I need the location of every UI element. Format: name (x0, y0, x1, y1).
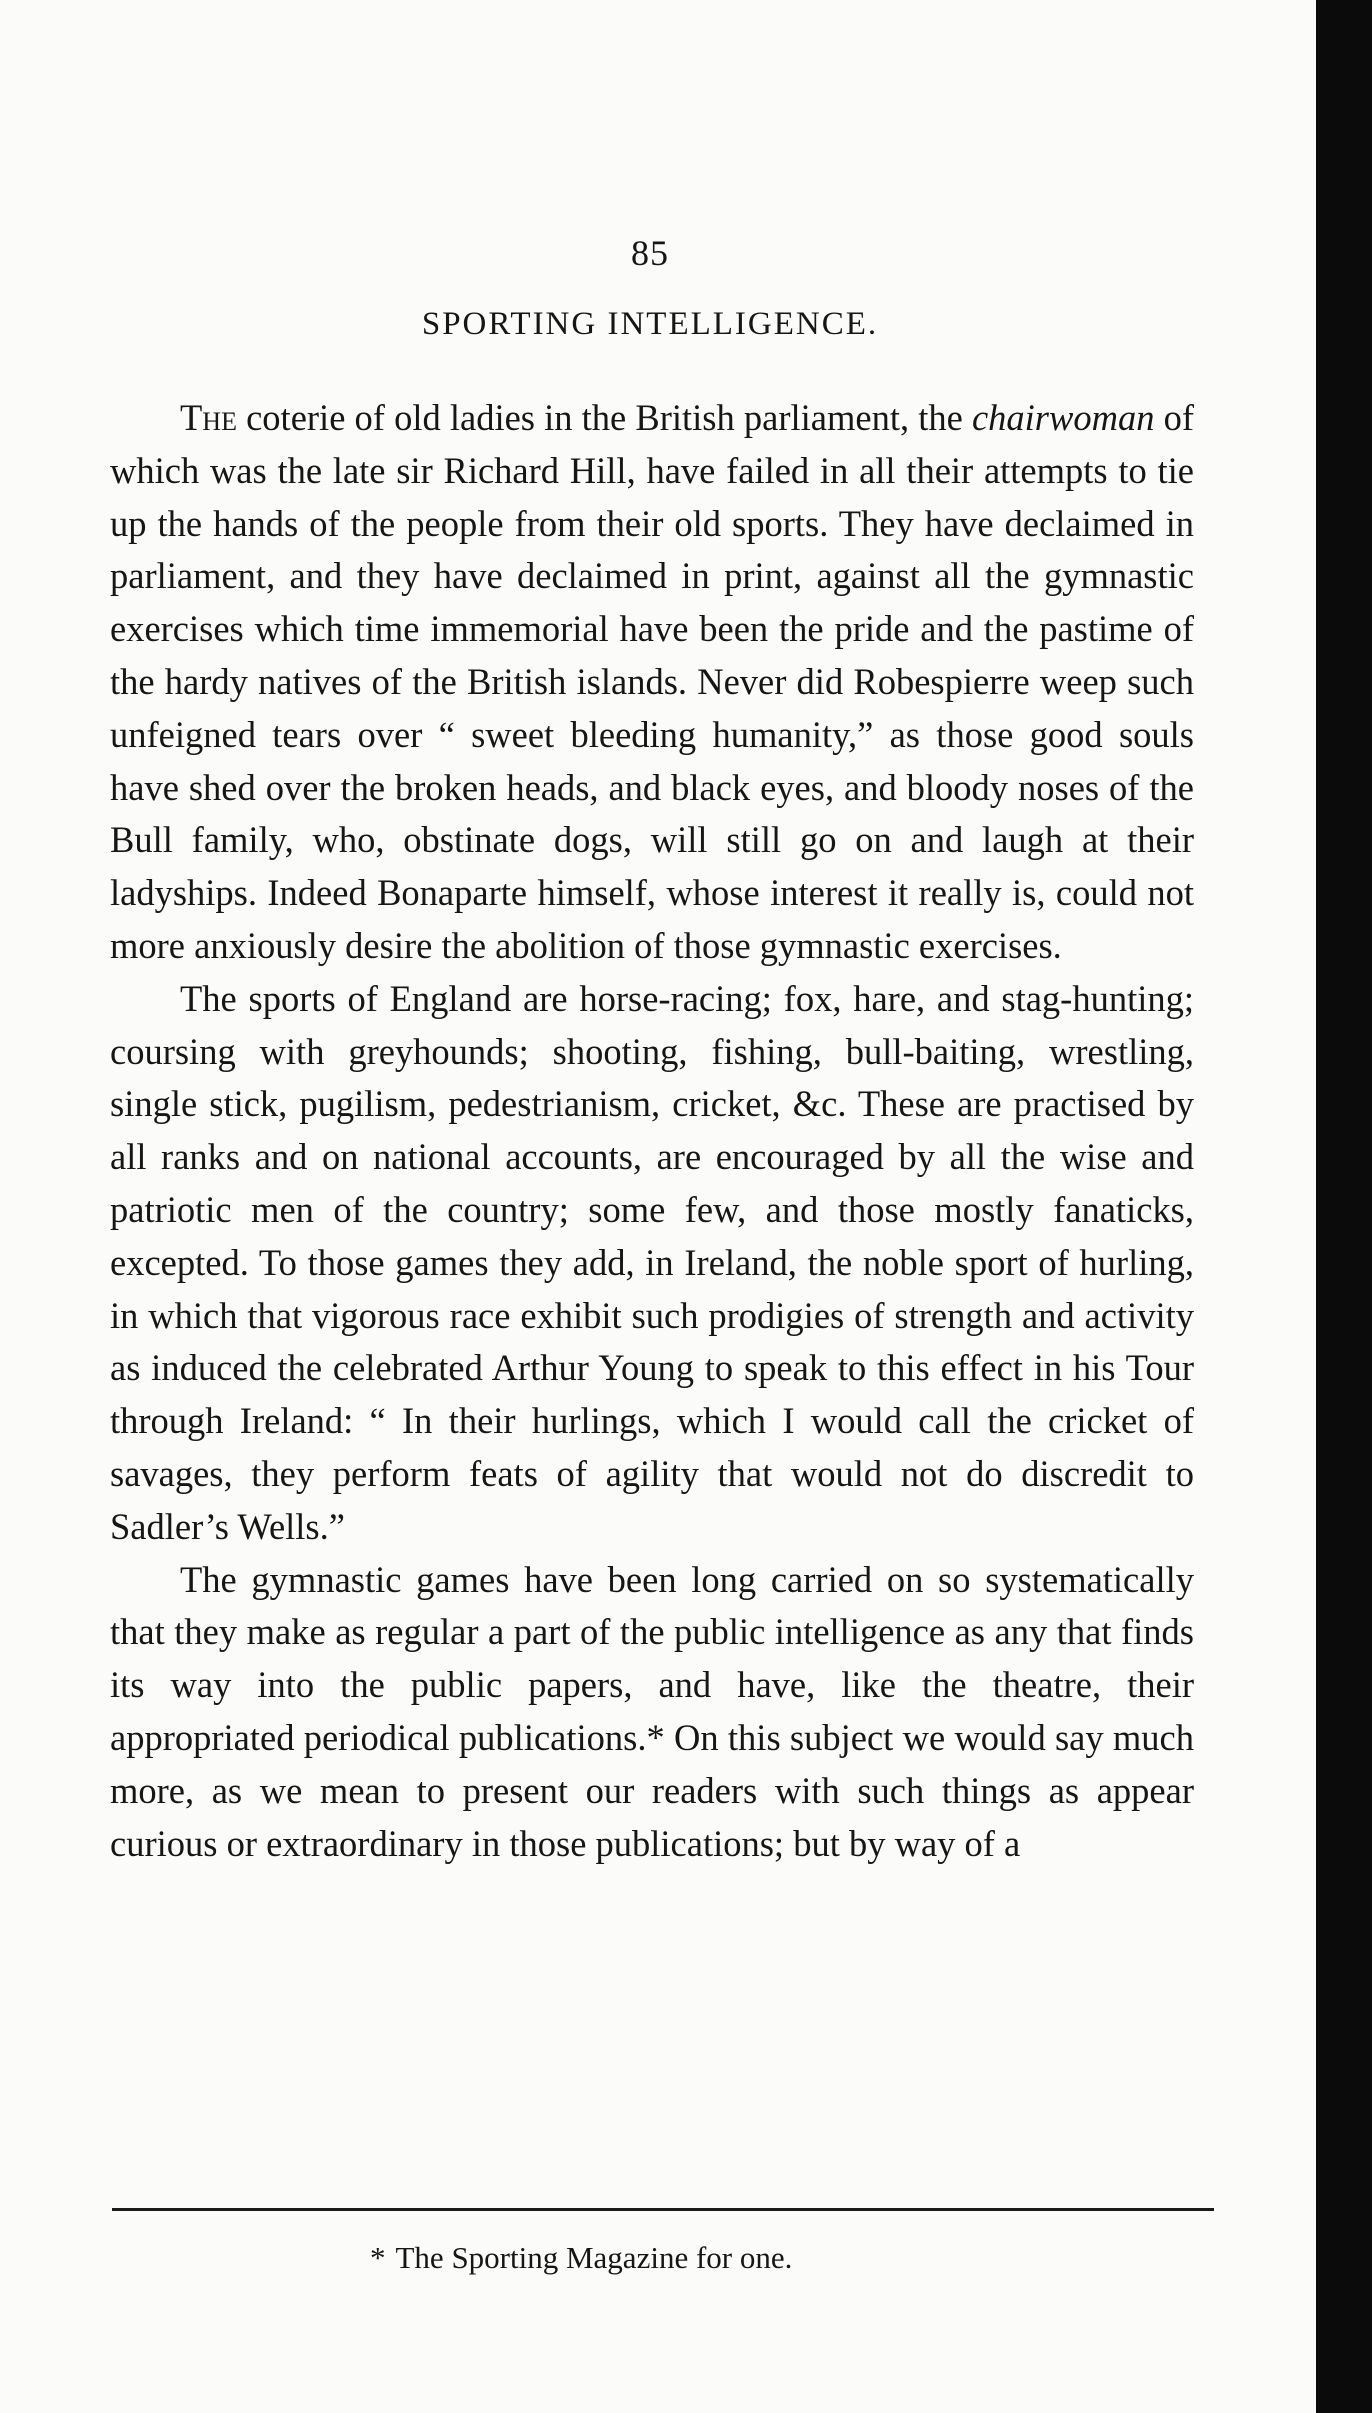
paragraph-1-text-after: of which was the late sir Richard Hill, have failed in all their attempts to tie up the hands of the people from their old sports. They have declaimed in parliament, and they have declaimed in print, against all the gymnastic exercises which time immemorial have been the pride and the pastime of the hardy natives of the British islands. Never did Robespierre weep such unfeigned tears over “ sweet bleeding humanity,” as those good souls have shed over the broken heads, and black eyes, and bloody noses of the Bull family, who, obstinate dogs, will still go on and laugh at their ladyships. Indeed Bonaparte himself, whose interest it really is, could not more anxiously desire the abolition of those gymnastic exercises. (110, 397, 1194, 966)
body-text (110, 392, 1194, 1870)
paragraph-1-italic-word: chairwoman (971, 397, 1155, 438)
footnote (370, 2240, 970, 2276)
footnote-text: The Sporting Magazine for one. (395, 2240, 793, 2275)
footnote-mark: * (370, 2240, 386, 2275)
paragraph-2: The sports of England are horse-racing; fox, hare, and stag-hunting; coursing with greyhounds; shooting, fishing, bull-baiting, wrestling, single stick, pugilism, pedestrianism, cricket, &c. These are practised by all ranks and on national accounts, are encouraged by all the wise and patriotic men of the country; some few, and those mostly fanaticks, excepted. To those games they add, in Ireland, the noble sport of hurling, in which that vigorous race exhibit such prodigies of strength and activity as induced the celebrated Arthur Young to speak to this effect in his Tour through Ireland: “ In their hurlings, which I would call the cricket of savages, they perform feats of agility that would not do discredit to Sadler’s Wells.” (110, 977, 1194, 1547)
paragraph-1-text: coterie of old ladies in the British parliament, the (236, 397, 972, 438)
paragraph-1-opening-word: The (180, 397, 237, 438)
section-heading: SPORTING INTELLIGENCE. (421, 306, 879, 342)
footnote-divider (112, 2208, 1214, 2211)
page-edge-shadow (1316, 0, 1372, 2413)
page-number: 85 (631, 233, 669, 273)
paragraph-1 (110, 392, 1194, 973)
paragraph-3: The gymnastic games have been long carried on so systematically that they make as regular a part of the public intelligence as any that finds its way into the public papers, and have, like the theatre, their appropriated periodical publications.* On this subject we would say much more, as we mean to present our readers with such things as appear curious or extraordinary in those publications; but by way of a (110, 1558, 1194, 1864)
